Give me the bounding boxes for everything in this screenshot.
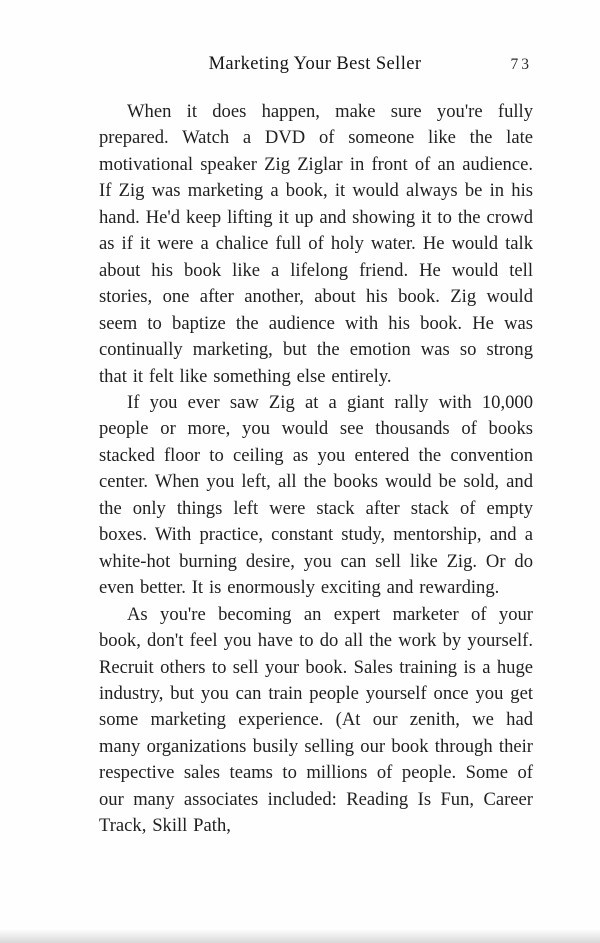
page-body [99, 99, 533, 840]
paragraph-1: When it does happen, make sure you're fully prepared. Watch a DVD of someone like the late motivational speaker Zig Ziglar in front of an audience. If Zig was marketing a book, it would always be in his hand. He'd keep lifting it up and showing it to the crowd as if it were a chalice full of holy water. He would talk about his book like a lifelong friend. He would tell stories, one after another, about his book. Zig would seem to baptize the audience with his book. He was continually marketing, but the emotion was so strong that it felt like something else entirely. [99, 101, 533, 387]
paragraph-2: If you ever saw Zig at a giant rally with 10,000 people or more, you would see thousands of books stacked floor to ceiling as you entered the convention center. When you left, all the books would be sold, and the only things left were stack after stack of empty boxes. With practice, constant study, mentorship, and a white-hot burning desire, you can sell like Zig. Or do even better. It is enormously exciting and rewarding. [99, 391, 533, 599]
running-head-title: Marketing Your Best Seller [208, 54, 422, 74]
page-edge-shadow [0, 929, 600, 943]
page-number: 73 [510, 56, 532, 73]
paragraph-3: As you're becoming an expert marketer of your book, don't feel you have to do all the work by yourself. Recruit others to sell your book. Sales training is a huge industry, but you can train people yourself once you get some marketing experience. (At our zenith, we had many organizations busily selling our book through their respective sales teams to millions of people. Some of our many associates included: Reading Is Fun, Career Track, Skill Path, [99, 603, 533, 837]
page-header [98, 54, 532, 80]
